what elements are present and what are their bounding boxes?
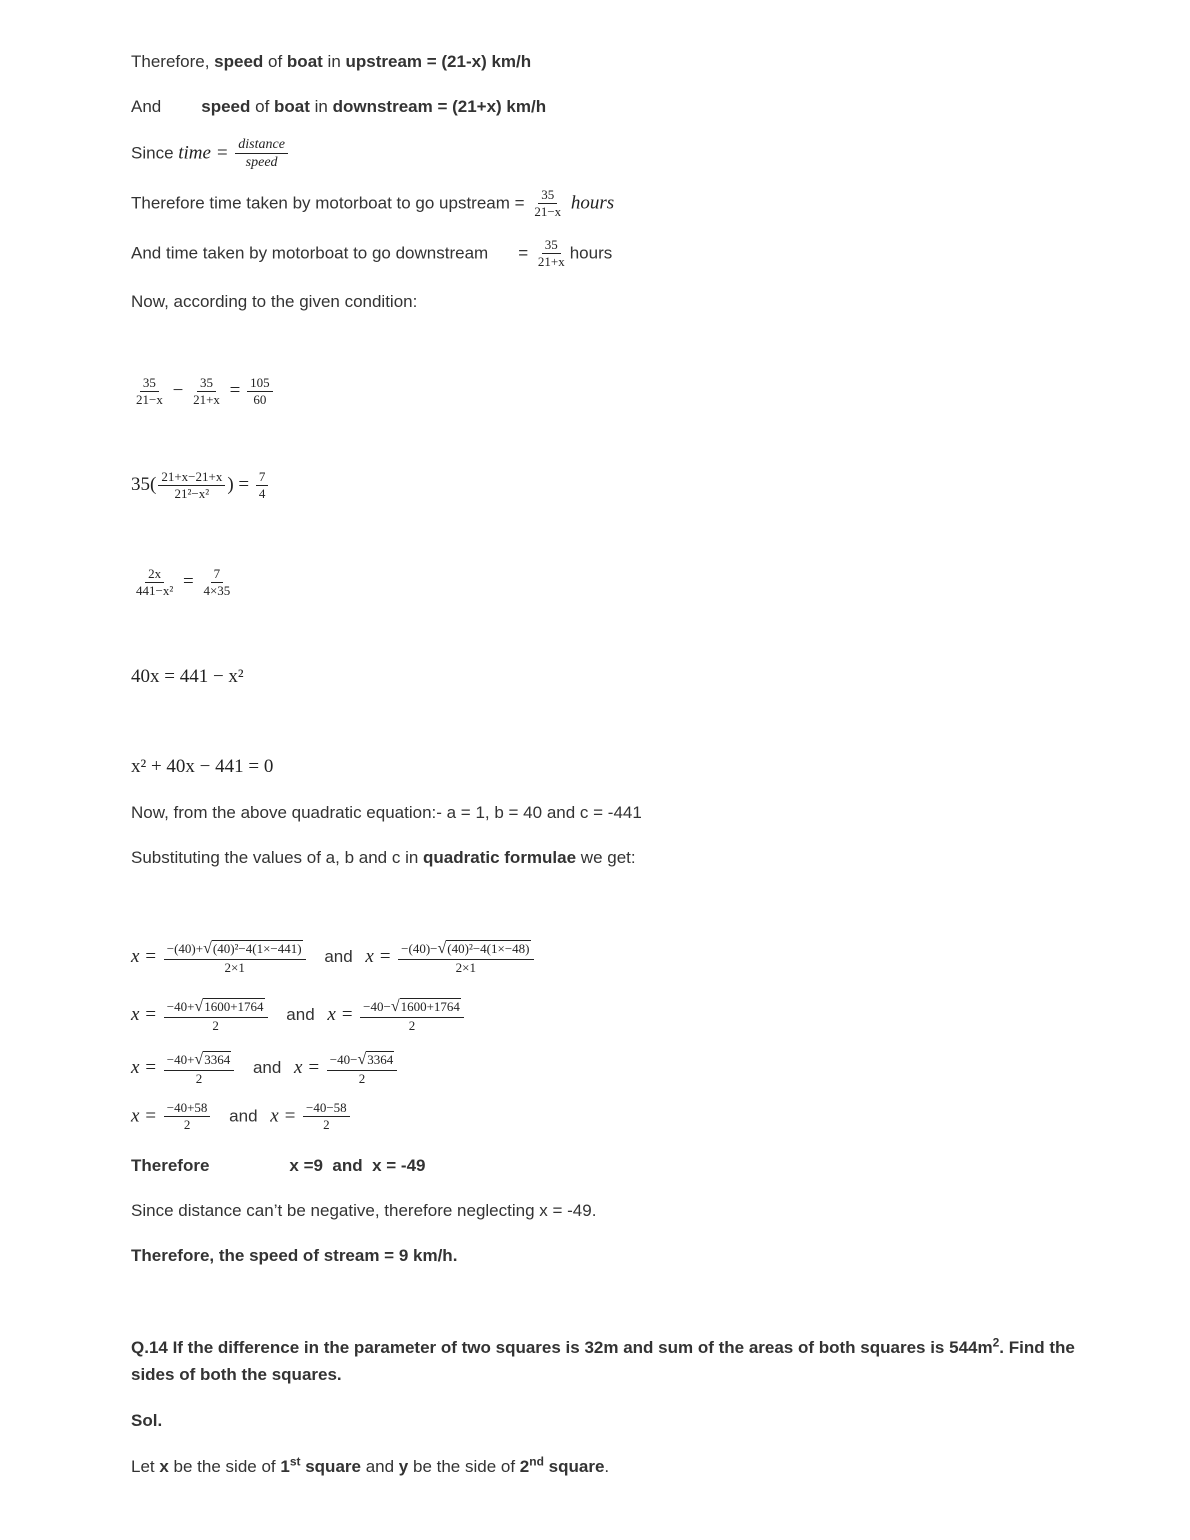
let-line: Let x be the side of 1st square and y be the side of 2nd square. xyxy=(131,1454,610,1476)
neglect-line: Since distance can’t be negative, therefore neglecting x = -49. xyxy=(131,1201,597,1220)
equation-2: 35( $\frac{21+x-21+x}{\text{21²−x²}}$ ) = $\frac{7}{4}$ xyxy=(131,470,270,502)
quadratic-step-3: x = $\frac{-40+√3364}{2}$ and x = $\frac{-40-√3364}{2}$ xyxy=(131,1051,399,1086)
quadratic-step-4: x = $\frac{-40+58}{2}$ and x = $\frac{-40-58}{2}$ xyxy=(131,1101,352,1133)
equation-5: x² + 40x − 441 = 0 xyxy=(131,756,274,777)
equation-4: 40x = 441 − x² xyxy=(131,666,244,687)
coefficients-line: Now, from the above quadratic equation:- a = 1, b = 40 and c = -441 xyxy=(131,803,642,822)
quadratic-step-2: x = $\frac{-40+√1600+1764}{2}$ and x = $\frac{-40-√1600+1764}{2}$ xyxy=(131,998,466,1033)
equation-3: $\frac{2x}{\text{441−x²}}$ = $\frac{7}{4\times 35}$ xyxy=(136,566,231,599)
conclusion-line: Therefore, the speed of stream = 9 km/h. xyxy=(131,1246,458,1265)
condition-line: Now, according to the given condition: xyxy=(131,292,418,311)
time-formula-line: Since time = $\frac{\text{distance}}{\text{speed}}$ xyxy=(131,137,290,171)
time-upstream-line: Therefore time taken by motorboat to go upstream = $\frac{35}{21-x}$ hours xyxy=(131,187,615,220)
substitution-line: Substituting the values of a, b and c in quadratic formulae we get: xyxy=(131,848,636,867)
quadratic-step-1: x = $\frac{\text{−(40)+√(40)²−4(1×−441)}}{2\times 1}$ and x = $\frac{\text{−(40)−√(40)²−4(1×−48)}}{2\times 1}$ xyxy=(131,940,536,975)
question-14: Q.14 If the difference in the parameter of two squares is 32m and sum of the areas of both squares is $544m^2$. Find the sides of both the squares. xyxy=(131,1335,1075,1384)
downstream-speed-line: And speed of boat in downstream = (21+x) km/h xyxy=(131,97,547,116)
upstream-speed-line: Therefore, speed of boat in upstream = (21-x) km/h xyxy=(131,52,532,71)
result-line: Therefore x =9 and x = -49 xyxy=(131,1156,426,1175)
time-downstream-line: And time taken by motorboat to go downstream = $\frac{35}{21+x}$ hours xyxy=(131,237,613,270)
equation-1: $\frac{35}{21-x}$ − $\frac{35}{21+x}$ = $\frac{105}{60}$ xyxy=(131,376,275,408)
solution-label: Sol. xyxy=(131,1411,163,1430)
